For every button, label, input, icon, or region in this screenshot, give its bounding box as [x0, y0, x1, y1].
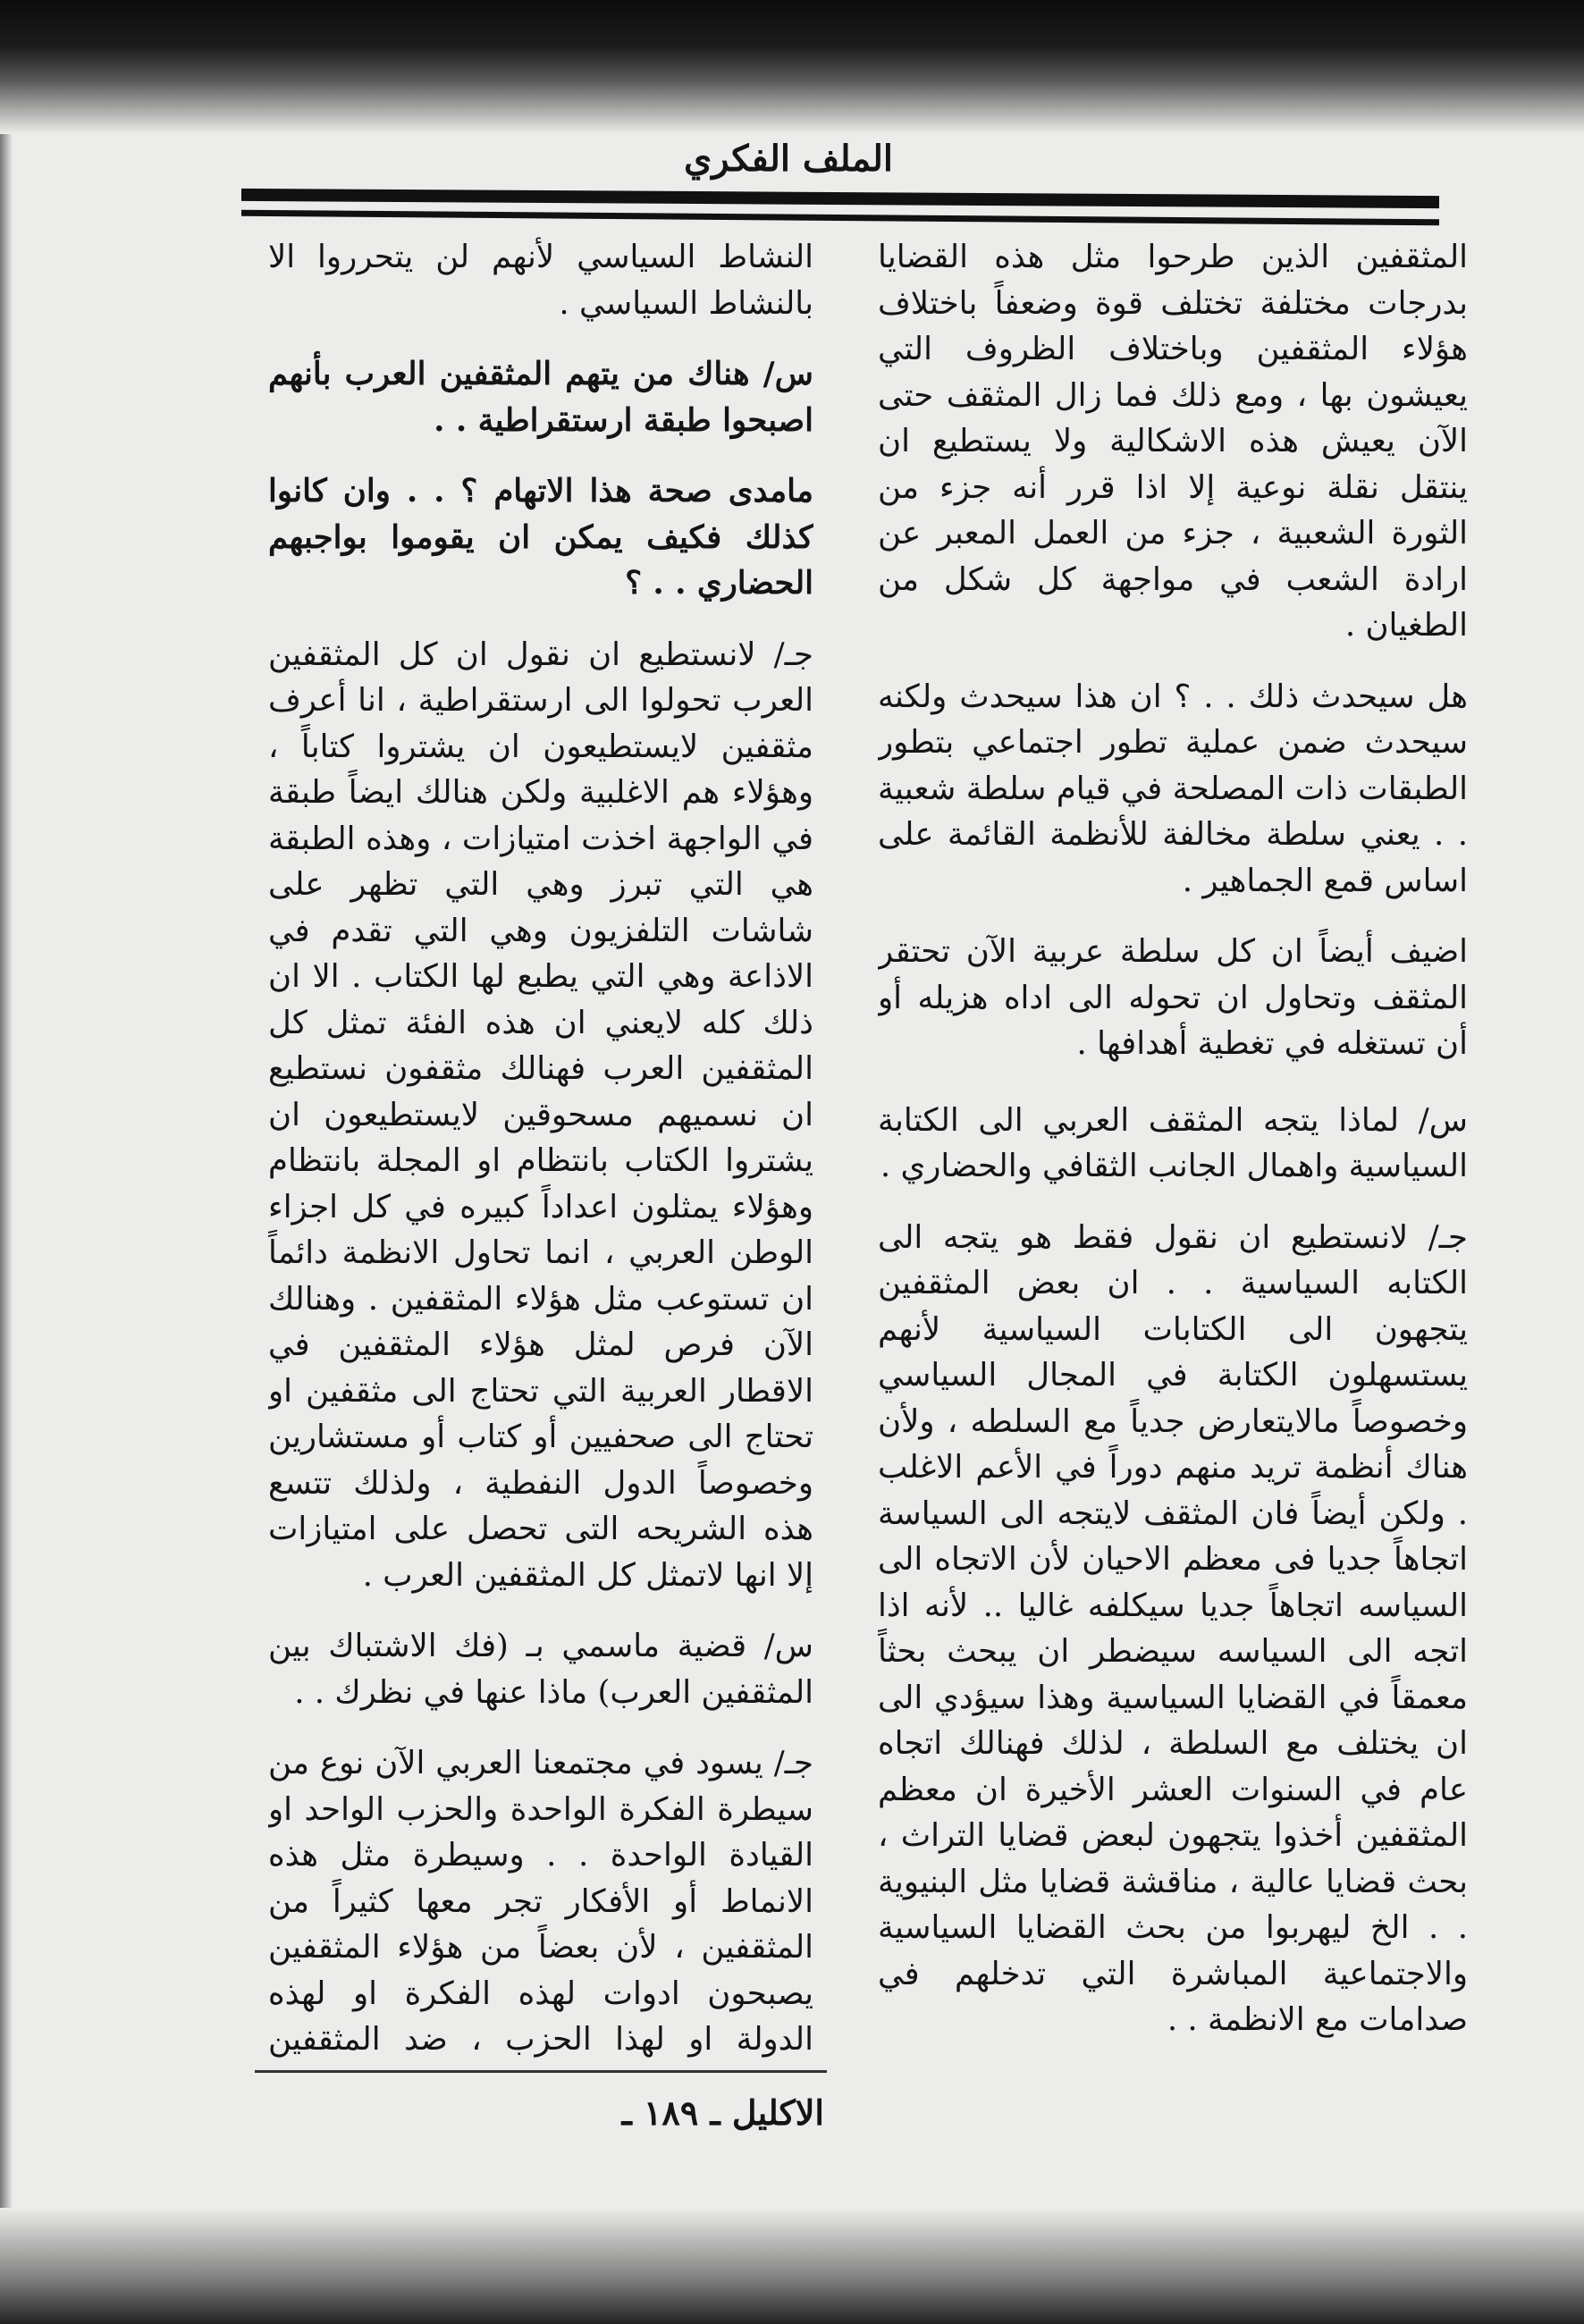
page-footer: الاكليل ـ ١٨٩ ـ	[621, 2092, 824, 2133]
paragraph: المثقفين الذين طرحوا مثل هذه القضايا بدرجات مختلفة تختلف قوة وضعفاً باختلاف هؤلاء المثقفين وباختلاف الظروف التي يعيشون بها ، ومع ذلك فما زال المثقف حتى الآن يعيش هذه الاشكالية ولا يستطيع ان ينتقل نقلة نوعية إلا اذا قرر أنه جزء من الثورة الشعبية ، جزء من العمل المعبر عن ارادة الشعب في مواجهة كل شكل من الطغيان .	[878, 239, 1468, 644]
question-paragraph: س/ قضية ماسمي بـ (فك الاشتباك بين المثقفين العرب) ماذا عنها في نظرك . .	[268, 1628, 813, 1711]
answer-paragraph: جـ/ لانستطيع ان نقول ان كل المثقفين العرب تحولوا الى ارستقراطية ، انا أعرف مثقفين لايستطيعون ان يشتروا كتاباً ، وهؤلاء هم الاغلبية ولكن هنالك ايضاً طبقة في الواجهة اخذت امتيازات ، وهذه الطبقة هي التي تبرز وهي التي تظهر على شاشات التلفزيون وهي التي تقدم في الاذاعة وهي التي يطبع لها الكتاب . الا ان ذلك كله لايعني ان هذه الفئة تمثل كل المثقفين العرب فهنالك مثقفون نستطيع ان نسميهم مسحوقين لايستطيعون ان يشتروا الكتاب بانتظام او المجلة بانتظام وهؤلاء يمثلون اعداداً كبيره في كل اجزاء الوطن العربي ، انما تحاول الانظمة دائماً ان تستوعب مثل هؤلاء المثقفين . وهنالك الآن فرص لمثل هؤلاء المثقفين في الاقطار العربية التي تحتاج الى مثقفين او تحتاج الى صحفيين أو كتاب أو مستشارين وخصوصاً الدول النفطية ، ولذلك تتسع هذه الشريحه التى تحصل على امتيازات إلا انها لاتمثل كل المثقفين العرب .	[268, 636, 813, 1594]
paragraph: هل سيحدث ذلك . . ؟ ان هذا سيحدث ولكنه سيحدث ضمن عملية تطور اجتماعي بتطور الطبقات ذات المصلحة في قيام سلطة شعبية . . يعني سلطة مخالفة للأنظمة القائمة على اساس قمع الجماهير .	[878, 678, 1468, 899]
footer-rule	[255, 2070, 827, 2073]
text-column-right	[878, 234, 1468, 2058]
question-paragraph: س/ لماذا يتجه المثقف العربي الى الكتابة السياسية واهمال الجانب الثقافي والحضاري .	[878, 1101, 1468, 1184]
section-header: الملف الفكري	[683, 138, 893, 180]
question-paragraph: مامدى صحة هذا الاتهام ؟ . . وان كانوا كذلك فكيف يمكن ان يقوموا بواجبهم الحضاري . . ؟	[268, 473, 813, 602]
scan-shadow-top	[0, 0, 1584, 134]
header-rule-thin	[241, 210, 1439, 226]
question-paragraph: س/ هناك من يتهم المثقفين العرب بأنهم اصبحوا طبقة ارستقراطية . .	[268, 356, 813, 439]
scan-shadow-edge	[0, 134, 13, 2208]
paragraph: النشاط السياسي لأنهم لن يتحرروا الا بالنشاط السياسي .	[268, 239, 813, 322]
answer-paragraph: جـ/ يسود في مجتمعنا العربي الآن نوع من سيطرة الفكرة الواحدة والحزب الواحد او القيادة الواحدة . . وسيطرة مثل هذه الانماط أو الأفكار تجر معها كثيراً من المثقفين ، لأن بعضاً من هؤلاء المثقفين يصبحون ادوات لهذه الفكرة او لهذه الدولة او لهذا الحزب ، ضد المثقفين	[268, 1745, 813, 2058]
answer-paragraph: جـ/ لانستطيع ان نقول فقط هو يتجه الى الكتابه السياسية . . ان بعض المثقفين يتجهون الى الكتابات السياسية لأنهم يستسهلون الكتابة في المجال السياسي وخصوصاً مالايتعارض جدياً مع السلطه ، ولأن هناك أنظمة تريد منهم دوراً في الأعم الاغلب . ولكن أيضاً فان المثقف لايتجه الى السياسة اتجاهاً جديا فى معظم الاحيان لأن الاتجاه الى السياسه اتجاهاً جديا سيكلفه غاليا .. لأنه اذا اتجه الى السياسه سيضطر ان يبحث بحثاً معمقاً في القضايا السياسية وهذا سيؤدي الى ان يختلف مع السلطة ، لذلك فهنالك اتجاه عام في السنوات العشر الأخيرة ان معظم المثقفين أخذوا يتجهون لبعض قضايا التراث ، بحث قضايا عالية ، مناقشة قضايا مثل البنيوية . . الخ ليهربوا من بحث القضايا السياسية والاجتماعية المباشرة التي تدخلهم في صدامات مع الانظمة . .	[878, 1218, 1468, 2038]
text-column-left	[268, 234, 813, 2058]
header-rule-thick	[241, 189, 1439, 208]
paragraph: اضيف أيضاً ان كل سلطة عربية الآن تحتقر المثقف وتحاول ان تحوله الى اداه هزيله أو أن تستغله في تغطية أهدافها .	[878, 933, 1468, 1062]
scan-shadow-bottom	[0, 2208, 1584, 2324]
